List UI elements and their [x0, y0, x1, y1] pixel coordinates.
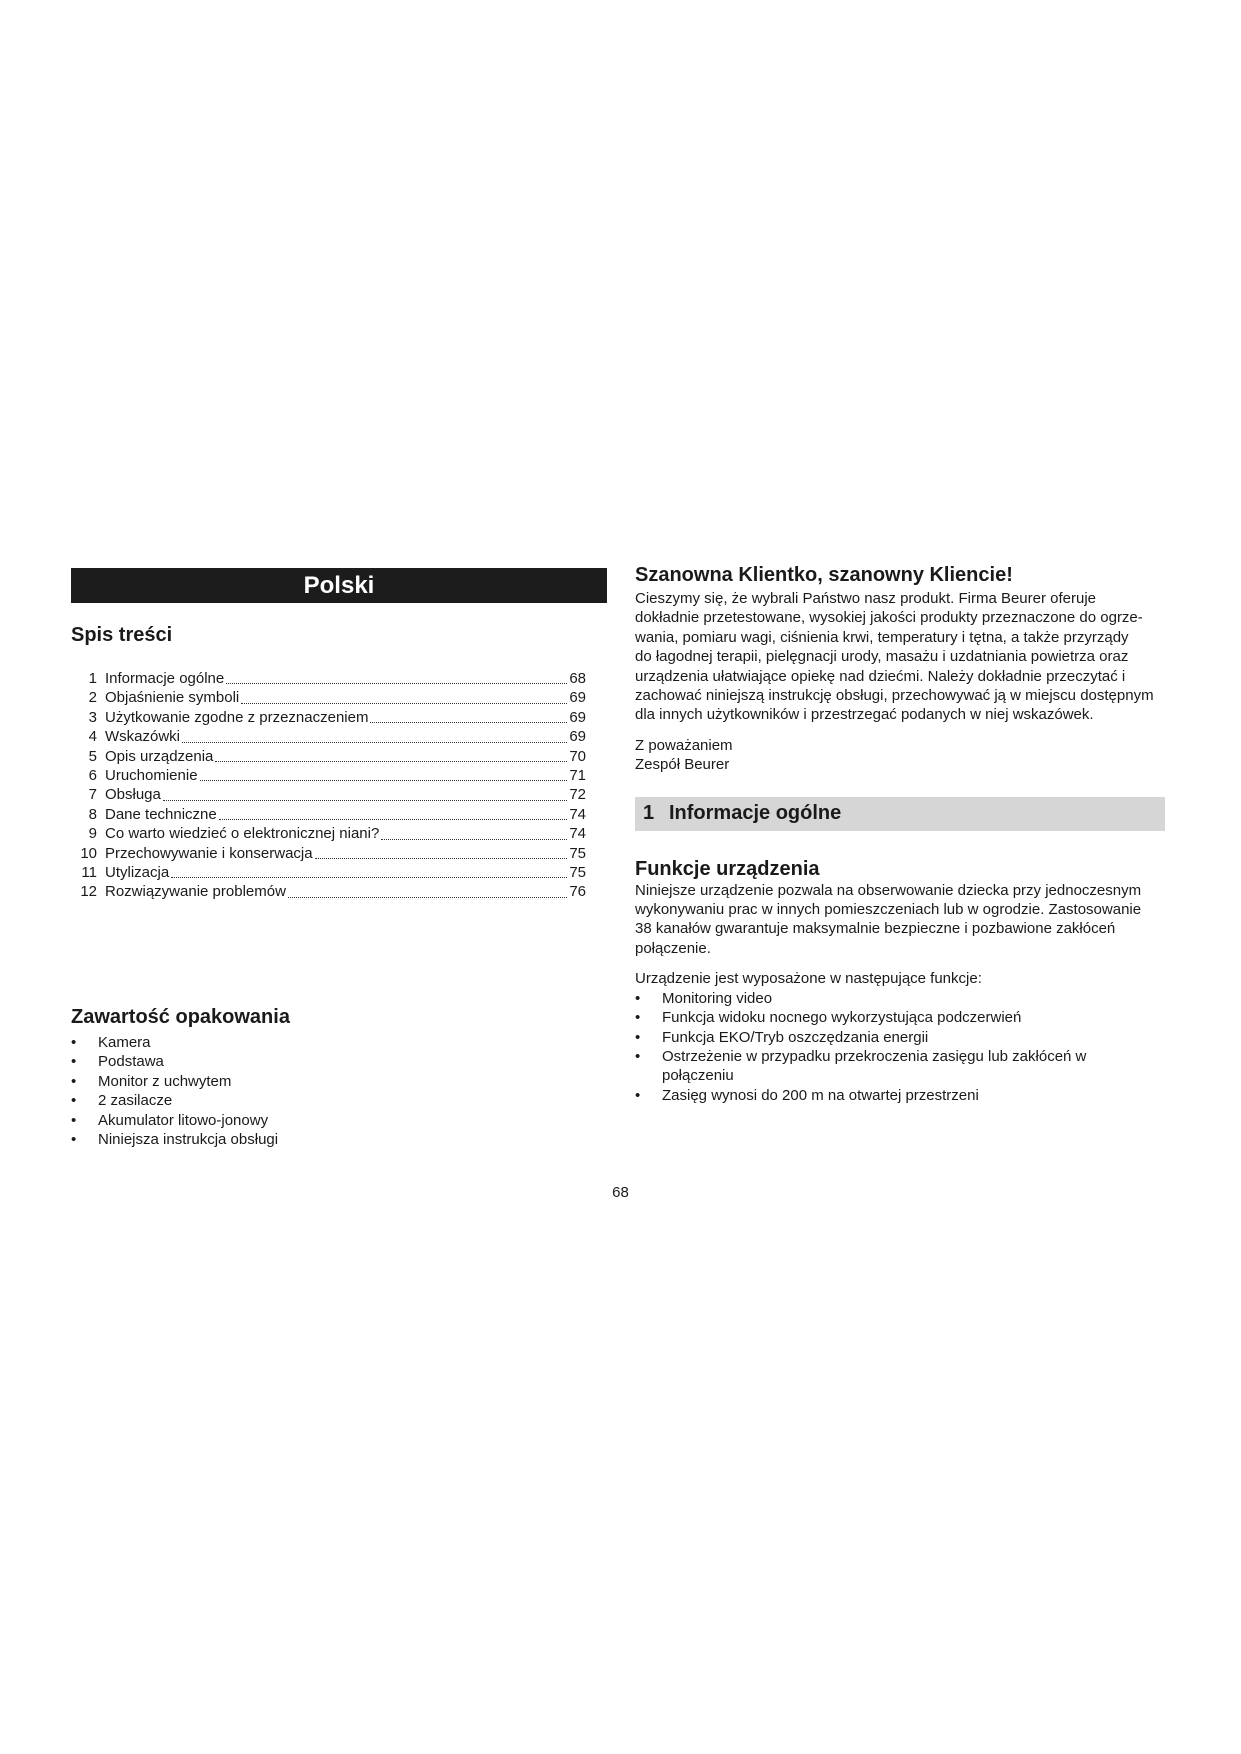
functions-heading: Funkcje urządzenia: [635, 857, 820, 880]
list-item: [71, 1033, 607, 1052]
toc-entry-title: Dane techniczne: [105, 805, 217, 823]
toc-entry-number: 4: [88, 728, 97, 746]
greeting-line: Cieszymy się, że wybrali Państwo nasz produkt. Firma Beurer oferuje: [635, 590, 1097, 607]
functions-line: wykonywaniu prac w innych pomieszczeniach lub w ogrodzie. Zastosowanie: [635, 901, 1142, 919]
left-column: [71, 568, 607, 1149]
list-item: [71, 1072, 607, 1091]
toc-entry-number: 1: [88, 670, 97, 687]
toc-entry-page: 75: [569, 844, 586, 862]
toc-entry[interactable]: [71, 805, 586, 824]
toc-entry-number: 10: [80, 844, 97, 862]
toc-entry-title: Użytkowanie zgodne z przeznaczeniem: [105, 708, 369, 726]
list-item: [71, 1111, 607, 1130]
list-item: [71, 1130, 607, 1149]
toc-dot-leader: [370, 708, 567, 723]
list-item-text: Ostrzeżenie w przypadku przekroczenia zasięgu lub zakłóceń w połączeniu: [662, 1047, 1087, 1085]
toc-entry-title: Obsługa: [105, 786, 161, 804]
toc-entry[interactable]: [71, 688, 586, 707]
toc-entry-number: 7: [88, 786, 97, 804]
toc-dot-leader: [219, 805, 568, 820]
toc-entry-title: Przechowywanie i konserwacja: [105, 844, 313, 862]
toc-entry-title: Utylizacja: [105, 864, 170, 882]
list-item-text: Monitoring video: [662, 989, 773, 1007]
list-item: [635, 989, 1165, 1008]
bullet-icon: •: [635, 989, 641, 1007]
list-item-text: Monitor z uchwytem: [98, 1072, 232, 1090]
toc-entry-page: 72: [569, 786, 586, 804]
greeting-line: do łagodnej terapii, pielęgnacji urody, masażu i uzdatniania powietrza oraz: [635, 648, 1129, 666]
toc-entry-page: 69: [569, 728, 586, 746]
package-contents-list: [71, 1033, 607, 1149]
toc-dot-leader: [315, 844, 568, 859]
toc-entry-number: 6: [88, 767, 97, 785]
list-item-text: Kamera: [98, 1033, 151, 1051]
toc-entry-title: Wskazówki: [105, 728, 181, 746]
toc-entry[interactable]: [71, 824, 586, 843]
bullet-icon: •: [635, 1009, 641, 1027]
language-banner: Polski: [71, 568, 607, 603]
greeting-line: urządzenia ułatwiające opiekę nad dziećmi. Należy dokładnie przeczytać i: [635, 667, 1126, 685]
functions-paragraph: [635, 881, 1165, 959]
page-number: 68: [612, 1184, 629, 1201]
bullet-icon: •: [635, 1028, 641, 1046]
toc-dot-leader: [171, 863, 567, 878]
functions-line: Niniejsze urządzenie pozwala na obserwowanie dziecka przy jednoczesnym: [635, 881, 1142, 899]
toc-entry-title: Informacje ogólne: [105, 670, 225, 687]
greeting-paragraph: [635, 589, 1165, 725]
toc-heading: Spis treści: [71, 624, 173, 646]
list-item: [635, 1086, 1165, 1105]
list-item-text: 2 zasilacze: [98, 1092, 173, 1110]
toc-entry-page: 74: [569, 805, 586, 823]
list-item-text: Zasięg wynosi do 200 m na otwartej przestrzeni: [662, 1086, 979, 1104]
table-of-contents: [71, 669, 586, 902]
toc-entry[interactable]: [71, 844, 586, 863]
toc-entry[interactable]: [71, 669, 586, 688]
list-item-text: Akumulator litowo-jonowy: [98, 1111, 269, 1129]
toc-entry[interactable]: [71, 747, 586, 766]
bullet-icon: •: [635, 1086, 641, 1104]
toc-entry-title: Co warto wiedzieć o elektronicznej niani?: [105, 825, 380, 843]
toc-entry-number: 8: [88, 805, 97, 823]
list-item: [635, 1008, 1165, 1027]
greeting-line: wania, pomiaru wagi, ciśnienia krwi, temperatury i tętna, a także przyrządy: [635, 628, 1129, 646]
list-item: [71, 1052, 607, 1071]
right-column: [635, 563, 1165, 1105]
toc-dot-leader: [241, 688, 567, 703]
toc-entry[interactable]: [71, 727, 586, 746]
bullet-icon: •: [71, 1111, 77, 1129]
greeting-line: dokładnie przetestowane, wysokiej jakości produkty przeznaczone do ogrze-: [635, 609, 1143, 627]
functions-line: 38 kanałów gwarantuje maksymalnie bezpieczne i pozbawione zakłóceń: [635, 920, 1116, 938]
toc-entry-number: 3: [88, 708, 97, 726]
bullet-icon: •: [71, 1092, 77, 1110]
toc-entry-title: Opis urządzenia: [105, 747, 214, 765]
toc-dot-leader: [226, 669, 567, 684]
list-item-text: Funkcja widoku nocnego wykorzystująca podczerwień: [662, 1009, 1022, 1027]
toc-entry-title: Objaśnienie symboli: [105, 689, 240, 707]
list-item: [635, 1047, 1165, 1086]
toc-entry[interactable]: [71, 766, 586, 785]
toc-entry-title: Rozwiązywanie problemów: [105, 883, 286, 901]
list-item-text: Funkcja EKO/Tryb oszczędzania energii: [662, 1028, 929, 1046]
bullet-icon: •: [71, 1053, 77, 1071]
toc-entry-page: 76: [569, 883, 586, 901]
toc-entry-number: 2: [88, 689, 97, 707]
list-item: [635, 1028, 1165, 1047]
features-intro: Urządzenie jest wyposażone w następujące funkcje:: [635, 970, 982, 988]
greeting-heading: Szanowna Klientko, szanowny Kliencie!: [635, 564, 1013, 586]
bullet-icon: •: [71, 1072, 77, 1090]
toc-entry-page: 69: [569, 708, 586, 726]
toc-entry-title: Uruchomienie: [105, 767, 198, 785]
toc-dot-leader: [163, 785, 567, 800]
toc-entry[interactable]: [71, 785, 586, 804]
toc-entry-page: 71: [569, 767, 586, 785]
functions-line: połączenie.: [635, 939, 711, 957]
bullet-icon: •: [71, 1130, 77, 1148]
toc-entry-number: 5: [88, 747, 97, 765]
toc-entry-number: 9: [88, 825, 97, 843]
toc-dot-leader: [215, 747, 567, 762]
features-list: [635, 989, 1165, 1105]
section-title: Informacje ogólne: [669, 802, 842, 825]
signature-text: Zespół Beurer: [635, 756, 730, 774]
toc-entry[interactable]: [71, 863, 586, 882]
toc-dot-leader: [288, 882, 567, 897]
list-item: [71, 1091, 607, 1110]
bullet-icon: •: [635, 1047, 641, 1065]
toc-entry-number: 11: [81, 864, 97, 882]
package-contents-heading: Zawartość opakowania: [71, 1005, 290, 1028]
closing-text: Z poważaniem: [635, 736, 733, 754]
toc-entry-number: 12: [80, 883, 97, 901]
greeting-line: dla innych użytkowników i przestrzegać podanych w niej wskazówek.: [635, 706, 1094, 724]
toc-dot-leader: [381, 824, 567, 839]
toc-dot-leader: [200, 766, 568, 781]
section-heading-bar: [635, 797, 1165, 831]
bullet-icon: •: [71, 1033, 77, 1051]
toc-entry-page: 68: [569, 670, 586, 687]
greeting-line: zachować niniejszą instrukcję obsługi, przechowywać ją w miejscu dostępnym: [635, 687, 1154, 705]
list-item-text: Podstawa: [98, 1053, 164, 1071]
toc-entry-page: 69: [569, 689, 586, 707]
toc-dot-leader: [182, 727, 567, 742]
toc-entry[interactable]: [71, 882, 586, 901]
toc-entry-page: 70: [569, 747, 586, 765]
section-number: 1: [643, 802, 655, 825]
toc-entry[interactable]: [71, 708, 586, 727]
toc-entry-page: 74: [569, 825, 586, 843]
toc-entry-page: 75: [569, 864, 586, 882]
list-item-text: Niniejsza instrukcja obsługi: [98, 1130, 279, 1148]
